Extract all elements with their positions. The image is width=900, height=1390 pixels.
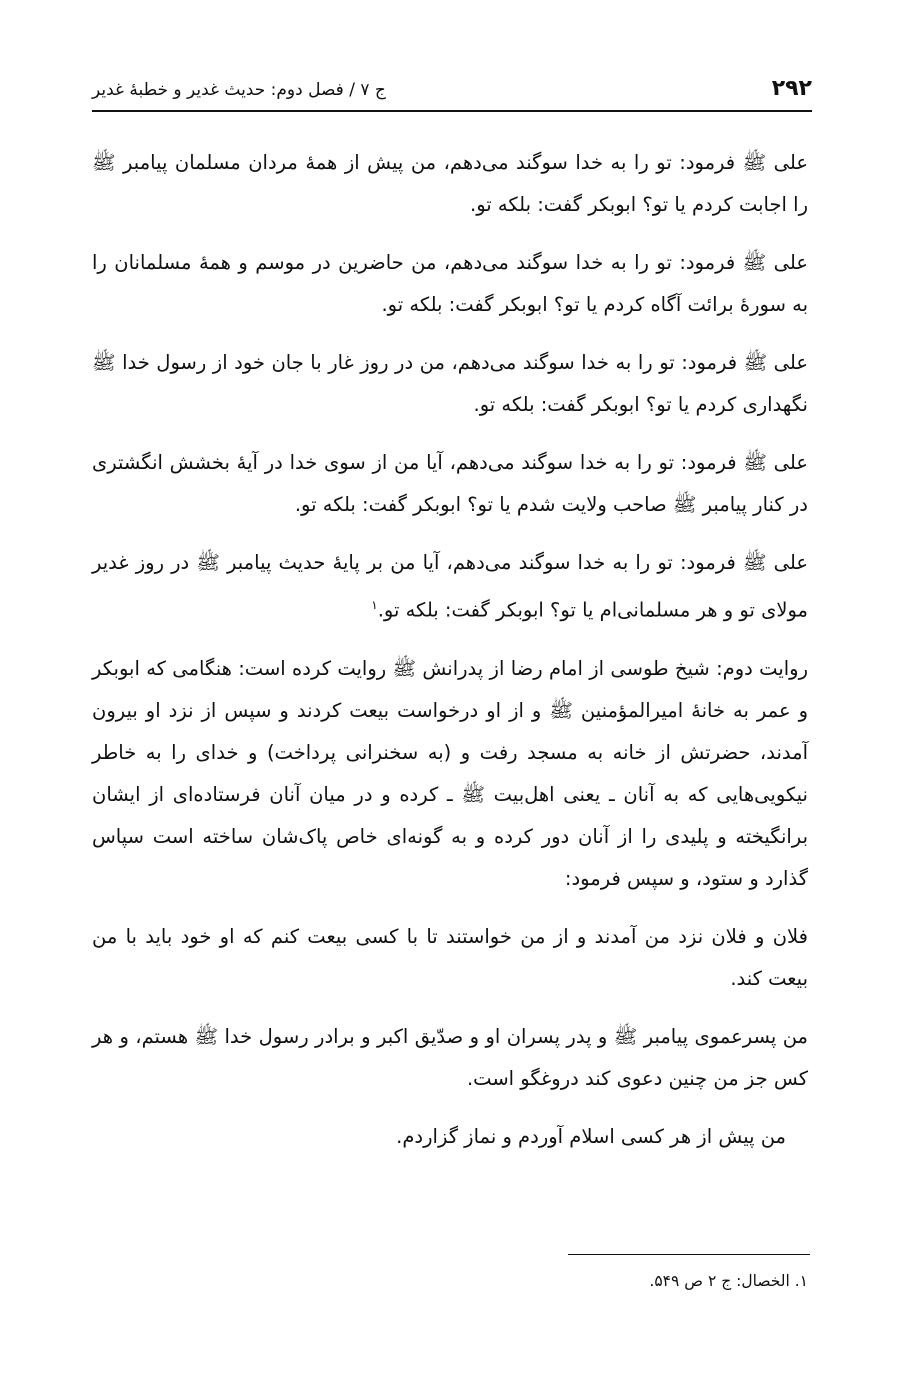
paragraph-2: علی ﷺ فرمود: تو را به خدا سوگند می‌دهم، من حاضرین در موسم و همهٔ مسلمانان را به سورهٔ برائت آگاه کردم یا تو؟ ابوبکر گفت: بلکه تو.	[92, 251, 808, 316]
footnote: ۱. الخصال: ج ۲ ص ۵۴۹.	[649, 1272, 808, 1290]
footnote-divider	[568, 1254, 810, 1255]
page-body	[92, 142, 808, 1174]
paragraph-4: علی ﷺ فرمود: تو را به خدا سوگند می‌دهم، آیا من از سوی خدا در آیهٔ بخشش انگشتری در کنار پیامبر ﷺ صاحب ولایت شدم یا تو؟ ابوبکر گفت: بلکه تو.	[92, 451, 808, 516]
paragraph-5-text: علی ﷺ فرمود: تو را به خدا سوگند می‌دهم، آیا من بر پایهٔ حدیث پیامبر ﷺ در روز غدیر مولای تو و هر مسلمانی‌ام یا تو؟ ابوبکر گفت: بلکه تو.	[92, 551, 808, 622]
paragraph-3: علی ﷺ فرمود: تو را به خدا سوگند می‌دهم، من در روز غار با جان خود از رسول خدا ﷺ نگهداری کردم یا تو؟ ابوبکر گفت: بلکه تو.	[92, 351, 808, 416]
page-header	[92, 70, 812, 112]
paragraph-5	[92, 542, 808, 632]
running-title: ج ۷ / فصل دوم: حدیث غدیر و خطبهٔ غدیر	[92, 80, 386, 100]
paragraph-6: روایت دوم: شیخ طوسی از امام رضا از پدرانش ﷺ روایت کرده است: هنگامی که ابوبکر و عمر به خانهٔ امیرالمؤمنین ﷺ و از او درخواست بیعت کردند و سپس از نزد او بیرون آمدند، حضرتش از خانه به مسجد رفت و (به سخنرانی پرداخت) و خدای را به خاطر نیکویی‌هایی که به آنان ـ یعنی اهل‌بیت ﷺ ـ کرده و در میان آنان فرستاده‌ای از ایشان برانگیخته و پلیدی را از آنان دور کرده و به گونه‌ای خاص پاک‌شان ساخته است سپاس گذارد و ستود، و سپس فرمود:	[92, 656, 808, 890]
paragraph-7: فلان و فلان نزد من آمدند و از من خواستند تا با کسی بیعت کنم که او خود باید با من بیعت کند.	[92, 924, 808, 990]
footnote-marker: ۱	[371, 598, 378, 612]
paragraph-8: من پسرعموی پیامبر ﷺ و پدر پسران او و صدّیق اکبر و برادر رسول خدا ﷺ هستم، و هر کس جز من چنین دعوی کند دروغگو است.	[92, 1024, 808, 1090]
page-number: ۲۹۲	[771, 76, 812, 101]
paragraph-1: علی ﷺ فرمود: تو را به خدا سوگند می‌دهم، من پیش از همهٔ مردان مسلمان پیامبر ﷺ را اجابت کردم یا تو؟ ابوبکر گفت: بلکه تو.	[92, 151, 808, 216]
paragraph-9: من پیش از هر کسی اسلام آوردم و نماز گزاردم.	[396, 1124, 786, 1148]
